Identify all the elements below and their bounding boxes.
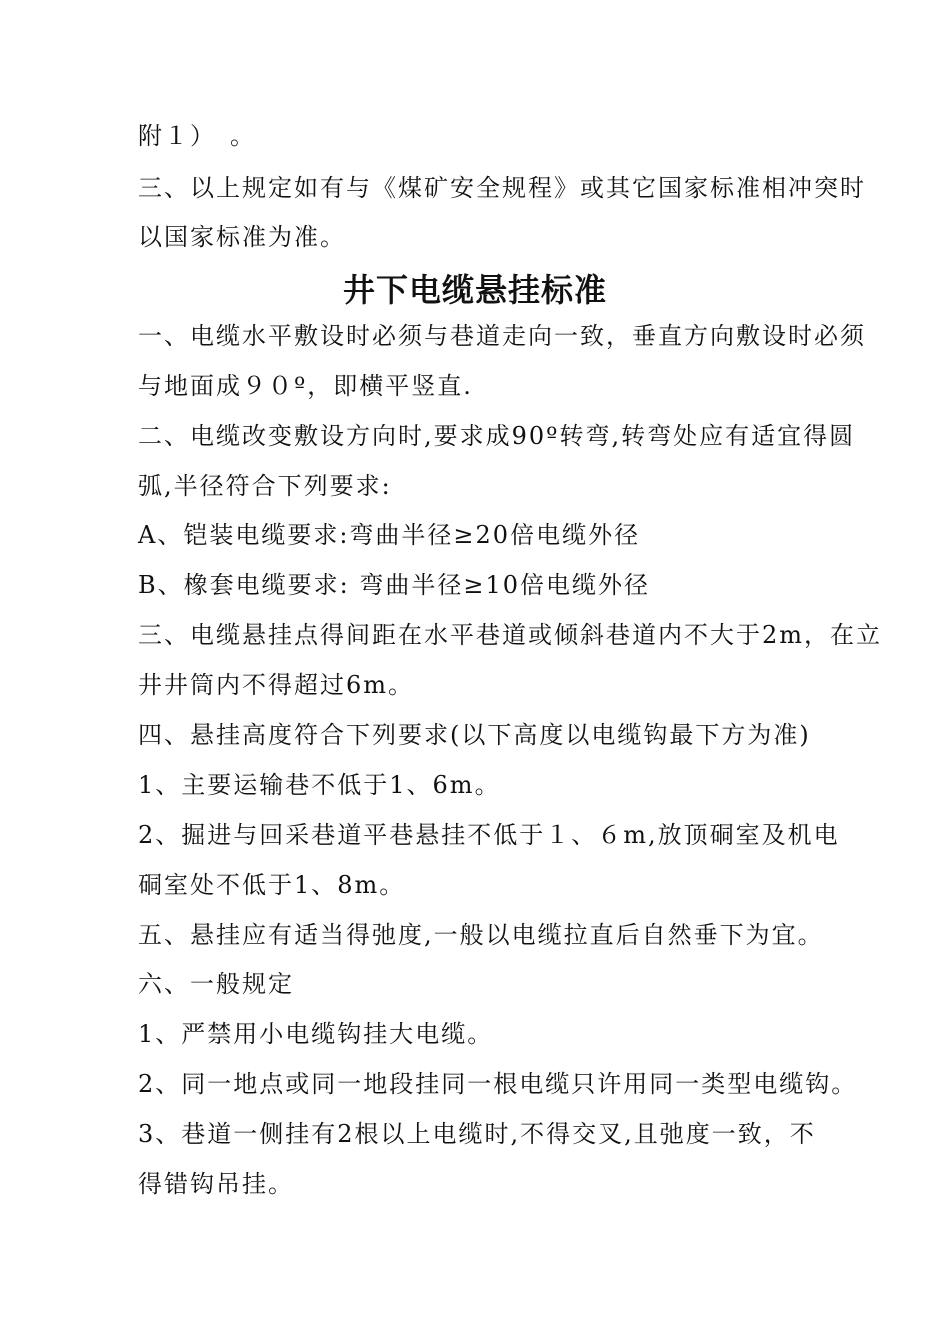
text-line-item-2: 二、电缆改变敷设方向时,要求成90º转弯,转弯处应有适宜得圆 <box>138 422 856 450</box>
text-line-item-5: 五、悬挂应有适当得弛度,一般以电缆拉直后自然垂下为宜。 <box>138 921 824 949</box>
text-line-item-2-cont: 弧,半径符合下列要求: <box>138 472 392 500</box>
text-line-item-2a: A、铠装电缆要求:弯曲半径≥20倍电缆外径 <box>138 521 641 549</box>
text-line-item-1-cont: 与地面成９０º，即横平竖直. <box>138 372 473 400</box>
text-line-item-4-2-cont: 硐室处不低于1、8m。 <box>138 871 406 899</box>
text-line-item-2b: B、橡套电缆要求: 弯曲半径≥10倍电缆外径 <box>138 571 650 599</box>
text-line-item-3: 三、电缆悬挂点得间距在水平巷道或倾斜巷道内不大于2m，在立 <box>138 621 883 649</box>
text-line-item-3-cont: 井井筒内不得超过6m。 <box>138 671 415 699</box>
text-line-item-1: 一、电缆水平敷设时必须与巷道走向一致，垂直方向敷设时必须 <box>138 322 866 350</box>
section-title: 井下电缆悬挂标准 <box>342 271 607 309</box>
text-line-item-4-1: 1、主要运输巷不低于1、6m。 <box>138 771 501 799</box>
text-line-item-6-1: 1、严禁用小电缆钩挂大电缆。 <box>138 1020 494 1048</box>
text-line-item-6-3: 3、巷道一侧挂有2根以上电缆时,不得交叉,且弛度一致，不 <box>138 1120 816 1148</box>
text-line-item-4: 四、悬挂高度符合下列要求(以下高度以电缆钩最下方为准) <box>138 721 811 749</box>
text-line-rule-3-cont: 以国家标准为准。 <box>138 223 346 251</box>
text-line-item-4-2: 2、掘进与回采巷道平巷悬挂不低于１、６m,放顶硐室及机电 <box>138 821 840 849</box>
text-line-appendix-ref: 附１） 。 <box>138 122 256 150</box>
text-line-item-6-2: 2、同一地点或同一地段挂同一根电缆只许用同一类型电缆钩。 <box>138 1070 858 1098</box>
text-line-rule-3-intro: 三、以上规定如有与《煤矿安全规程》或其它国家标准相冲突时 <box>138 174 866 202</box>
text-line-item-6: 六、一般规定 <box>138 970 294 998</box>
text-line-item-6-3-cont: 得错钩吊挂。 <box>138 1170 294 1198</box>
